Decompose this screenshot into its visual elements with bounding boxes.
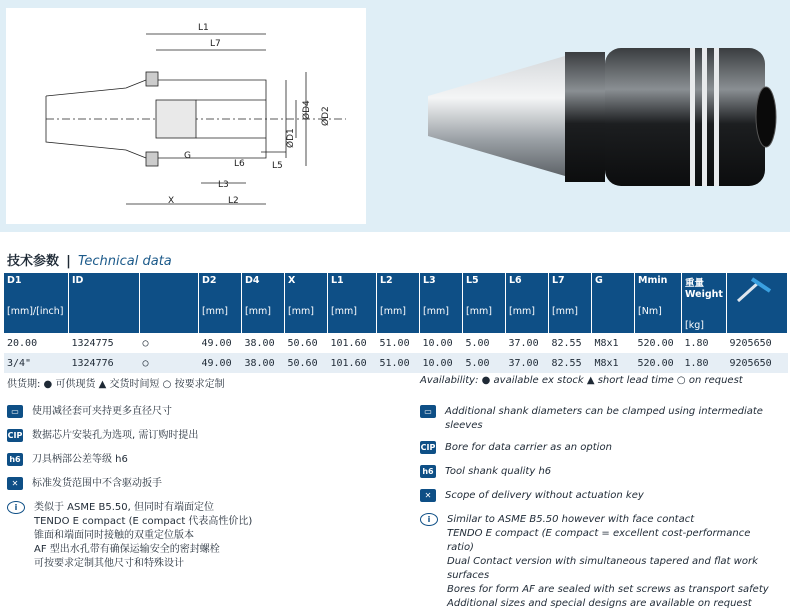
table-cell: 50.60: [285, 333, 328, 353]
table-cell: 82.55: [549, 333, 592, 353]
col-g: G: [592, 273, 635, 333]
label-g: G: [184, 151, 191, 161]
info-icon: i: [420, 513, 438, 526]
col-l2: L2 [mm]: [377, 273, 420, 333]
table-cell: M8x1: [592, 333, 635, 353]
col-l7: L7 [mm]: [549, 273, 592, 333]
availability-legend-cn: 供货期: ● 可供现货 ▲ 交货时间短 ○ 按要求定制: [7, 379, 225, 390]
table-cell: 9205650: [727, 353, 788, 373]
table-cell: 37.00: [506, 353, 549, 373]
feature-text: AF 型出水孔带有确保运输安全的密封螺栓: [34, 544, 220, 555]
table-cell: 520.00: [635, 353, 682, 373]
table-cell: 3/4": [4, 353, 69, 373]
feature-text: Dual Contact version with simultaneous tapered and flat work: [447, 556, 758, 567]
feature-text: Additional sizes and special designs are available on request: [447, 598, 752, 609]
chip-icon: CIP: [7, 431, 23, 440]
label-d4: ØD4: [302, 100, 312, 120]
feature-item: [7, 453, 402, 467]
col-d2: D2 [mm]: [199, 273, 242, 333]
feature-text: 类似于 ASME B5.50, 但同时有端面定位: [34, 502, 214, 513]
tool-holder-image: [400, 8, 785, 224]
feature-text: 数据芯片安装孔为选项, 需订购时提出: [32, 430, 199, 441]
feature-item: [7, 429, 402, 443]
feature-text: 标准发货范围中不含驱动扳手: [32, 478, 162, 489]
table-cell: 51.00: [377, 353, 420, 373]
feature-text: Similar to ASME B5.50 however with face contact: [447, 514, 695, 525]
table-cell: 1.80: [682, 333, 727, 353]
table-cell: 38.00: [242, 353, 285, 373]
feature-item: [420, 513, 775, 611]
feature-item: [7, 501, 402, 571]
feature-text: Tool shank quality h6: [445, 466, 552, 477]
feature-item: [420, 441, 775, 455]
table-cell: 1324775: [69, 333, 140, 353]
label-x: X: [168, 196, 175, 206]
table-cell: 49.00: [199, 333, 242, 353]
feature-item: [7, 405, 402, 419]
table-cell: 50.60: [285, 353, 328, 373]
table-cell: 10.00: [420, 333, 463, 353]
feature-text: Bores for form AF are sealed with set screws as transport safety: [447, 584, 769, 595]
sleeve-icon: ▭: [7, 405, 23, 418]
key-icon: [730, 275, 780, 305]
label-l2: L2: [228, 196, 239, 206]
col-d1: D1 [mm]/[inch]: [4, 273, 69, 333]
col-d4: D4 [mm]: [242, 273, 285, 333]
drawing-svg: [6, 8, 366, 224]
feature-text: Scope of delivery without actuation key: [445, 490, 644, 501]
table-cell: M8x1: [592, 353, 635, 373]
col-l1: L1 [mm]: [328, 273, 377, 333]
title-cn: 技术参数: [7, 254, 60, 269]
sleeve-icon: ▭: [420, 405, 436, 418]
feature-text: surfaces: [447, 570, 490, 581]
label-l1: L1: [198, 23, 209, 33]
col-key: [727, 273, 788, 333]
table-cell: ○: [140, 333, 199, 353]
col-x: X [mm]: [285, 273, 328, 333]
label-d1: ØD1: [286, 128, 296, 148]
col-availability: [140, 273, 199, 333]
table-cell: 5.00: [463, 333, 506, 353]
label-l7: L7: [210, 39, 221, 49]
features-en: [420, 405, 775, 611]
table-cell: 82.55: [549, 353, 592, 373]
chip-icon: CIP: [420, 443, 436, 452]
info-icon: i: [7, 501, 25, 514]
table-header-row: [4, 273, 788, 333]
table-cell: 101.60: [328, 333, 377, 353]
feature-text: Bore for data carrier as an option: [445, 442, 612, 453]
table-cell: 10.00: [420, 353, 463, 373]
table-cell: 37.00: [506, 333, 549, 353]
product-photo: [400, 8, 785, 224]
label-l5: L5: [272, 161, 283, 171]
table-cell: 20.00: [4, 333, 69, 353]
col-l3: L3 [mm]: [420, 273, 463, 333]
h6-icon: h6: [7, 453, 23, 466]
table-cell: 5.00: [463, 353, 506, 373]
technical-drawing: [6, 8, 366, 224]
table-cell: 520.00: [635, 333, 682, 353]
feature-text: 使用减径套可夹持更多直径尺寸: [32, 406, 172, 417]
feature-item: [7, 477, 402, 491]
feature-text: 刀具柄部公差等级 h6: [32, 454, 128, 465]
table-cell: 38.00: [242, 333, 285, 353]
label-l6: L6: [234, 159, 245, 169]
feature-text: Additional shank diameters can be clamped using intermediate: [445, 406, 763, 417]
feature-text: 锥面和端面同时接触的双重定位版本: [34, 530, 194, 541]
col-l5: L5 [mm]: [463, 273, 506, 333]
label-l3: L3: [218, 180, 229, 190]
table-cell: 1324776: [69, 353, 140, 373]
label-d2: ØD2: [321, 106, 331, 126]
technical-data-table: [4, 273, 788, 373]
table-cell: 9205650: [727, 333, 788, 353]
feature-item: [420, 405, 775, 433]
feature-text: TENDO E compact (E compact = excellent cost-performance ratio): [447, 528, 751, 553]
feature-text: sleeves: [445, 420, 483, 431]
table-row: [4, 353, 788, 373]
title-separator: |: [66, 254, 71, 269]
feature-item: [420, 489, 775, 503]
feature-text: 可按要求定制其他尺寸和特殊设计: [34, 558, 184, 569]
table-cell: 49.00: [199, 353, 242, 373]
availability-legend-en: Availability: ● available ex stock ▲ short lead time ○ on request: [420, 375, 743, 386]
col-l6: L6 [mm]: [506, 273, 549, 333]
key-icon: ✕: [7, 477, 23, 490]
col-mmin: Mmin [Nm]: [635, 273, 682, 333]
title-en: Technical data: [78, 254, 172, 269]
features-cn: [7, 405, 402, 571]
key-icon: ✕: [420, 489, 436, 502]
col-id: ID: [69, 273, 140, 333]
feature-text: TENDO E compact (E compact 代表高性价比): [34, 516, 253, 527]
h6-icon: h6: [420, 465, 436, 478]
table-cell: 51.00: [377, 333, 420, 353]
table-row: [4, 333, 788, 353]
col-weight: 重量 Weight [kg]: [682, 273, 727, 333]
section-title: [7, 250, 172, 269]
feature-item: [420, 465, 775, 479]
table-cell: 101.60: [328, 353, 377, 373]
table-cell: 1.80: [682, 353, 727, 373]
table-cell: ○: [140, 353, 199, 373]
